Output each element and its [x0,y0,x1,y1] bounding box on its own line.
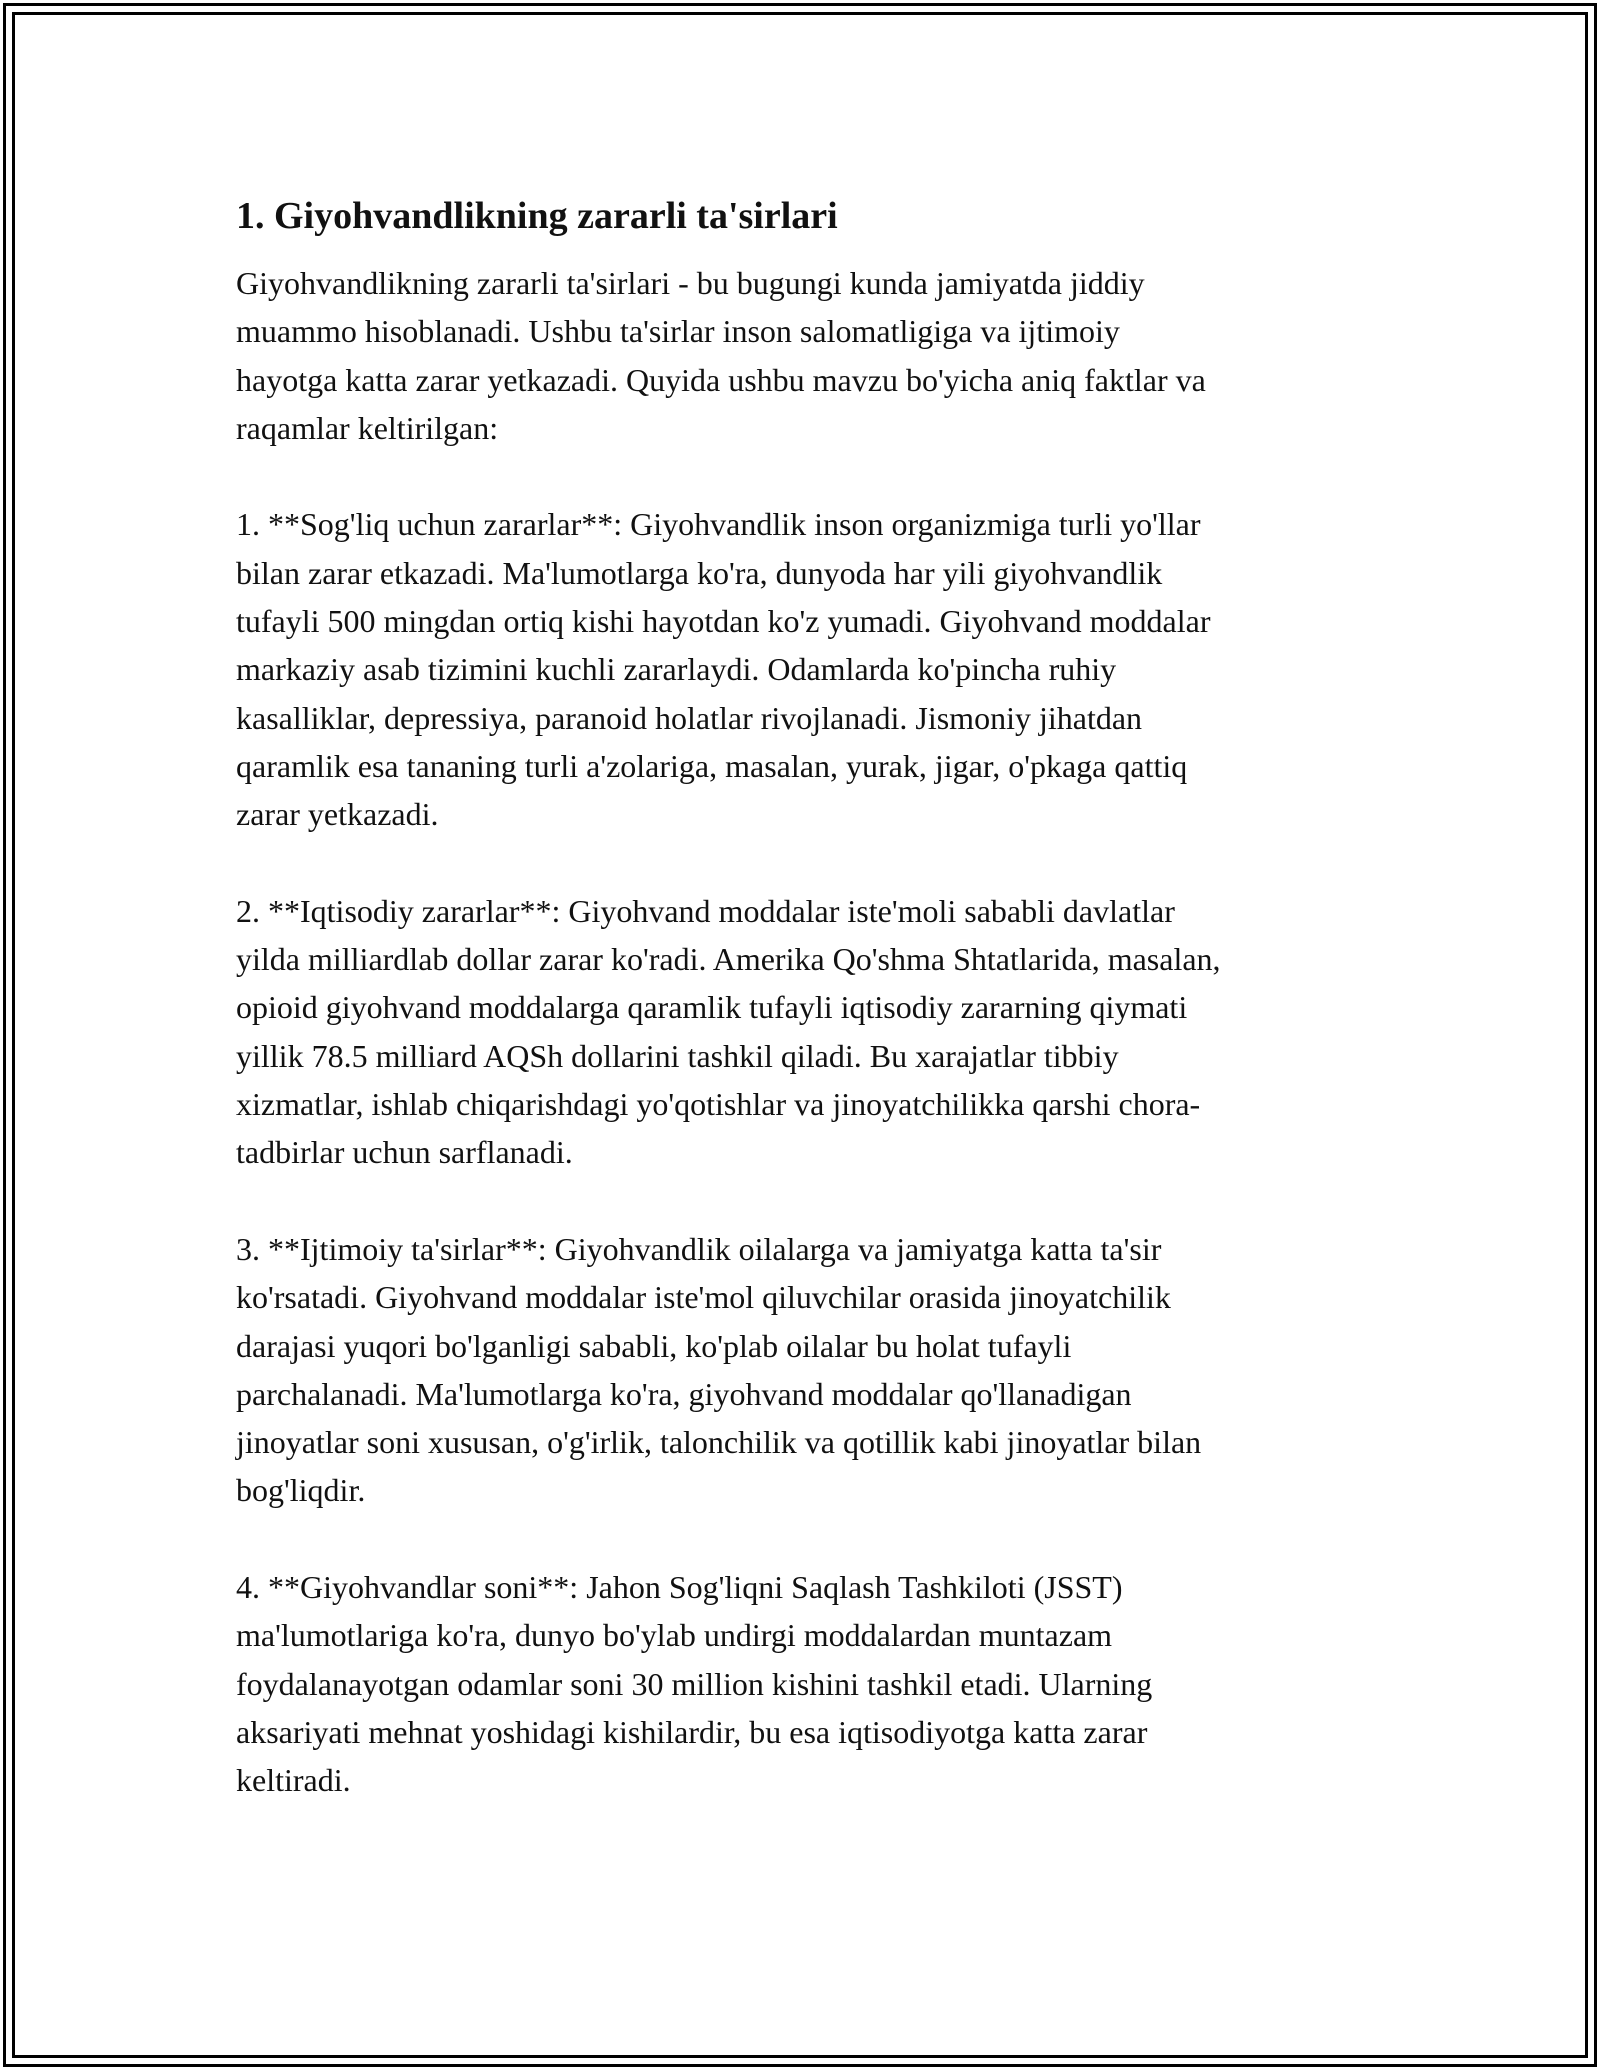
document-body: Giyohvandlikning zararli ta'sirlari - bu bugungi kunda jamiyatda jiddiy muammo hisoblanadi. Ushbu ta'sirlar inson salomatligiga va ijtimoiy hayotga katta zarar yetkazadi. Quyida ushbu mavzu bo'yicha aniq faktlar va raqamlar keltirilgan: 1. **Sog'liq uchun zararlar**: Giyohvandlik inson organizmiga turli yo'llar bilan zarar etkazadi. Ma'lumotlarga ko'ra, dunyoda har yili giyohvandlik tufayli 500 mingdan ortiq kishi hayotdan ko'z yumadi. Giyohvand moddalar markaziy asab tizimini kuchli zararlaydi. Odamlarda ko'pincha ruhiy kasalliklar, depressiya, paranoid holatlar rivojlanadi. Jismoniy jihatdan qaramlik esa tananing turli a'zolariga, masalan, yurak, jigar, o'pkaga qattiq zarar yetkazadi. 2. **Iqtisodiy zararlar**: Giyohvand moddalar iste'moli sababli davlatlar yilda milliardlab dollar zarar ko'radi. Amerika Qo'shma Shtatlarida, masalan, opioid giyohvand moddalarga qaramlik tufayli iqtisodiy zararning qiymati yillik 78.5 milliard AQSh dollarini tashkil qiladi. Bu xarajatlar tibbiy xizmatlar, ishlab chiqarishdagi yo'qotishlar va jinoyatchilikka qarshi chora- tadbirlar uchun sarflanadi. 3. **Ijtimoiy ta'sirlar**: Giyohvandlik oilalarga va jamiyatga katta ta'sir ko'rsatadi. Giyohvand moddalar iste'mol qiluvchilar orasida jinoyatchilik darajasi yuqori bo'lganligi sababli, ko'plab oilalar bu holat tufayli parchalanadi. Ma'lumotlarga ko'ra, giyohvand moddalar qo'llanadigan jinoyatlar soni xususan, o'g'irlik, talonchilik va qotillik kabi jinoyatlar bilan bog'liqdir. 4. **Giyohvandlar soni**: Jahon Sog'liqni Saqlash Tashkiloti (JSST) ma'lumotlariga ko'ra, dunyo bo'ylab undirgi moddalardan muntazam foydalanayotgan odamlar soni 30 million kishini tashkil etadi. Ularning aksariyati mehnat yoshidagi kishilardir, bu esa iqtisodiyotga katta zarar keltiradi. [236,265,1221,1799]
document-content [236,185,1376,1805]
document-title: 1. Giyohvandlikning zararli ta'sirlari [236,195,838,237]
